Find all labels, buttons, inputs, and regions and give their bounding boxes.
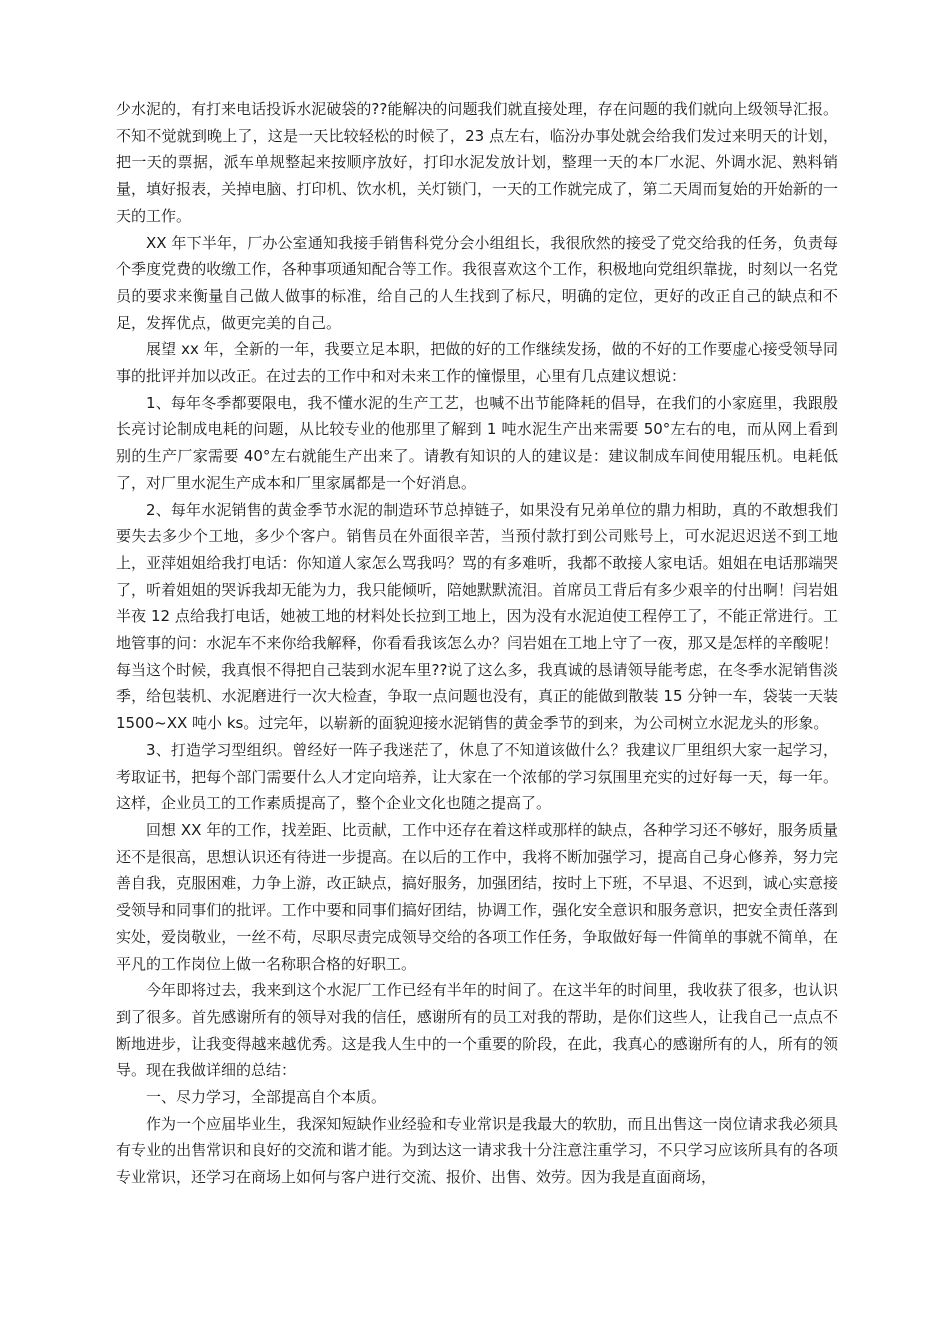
paragraph-2: XX 年下半年，厂办公室通知我接手销售科党分会小组组长，我很欣然的接受了党交给我的任务，负责每个季度党费的收缴工作，各种事项通知配合等工作。我很喜欢这个工作，积极地向党组织靠拢，时刻以一名党员的要求来衡量自己做人做事的标准，给自己的人生找到了标尺，明确的定位，更好的改正自己的缺点和不足，发挥优点，做更完美的自己。 <box>116 233 838 332</box>
document-body <box>116 96 838 1191</box>
paragraph-8: 今年即将过去，我来到这个水泥厂工作已经有半年的时间了。在这半年的时间里，我收获了很多，也认识到了很多。首先感谢所有的领导对我的信任，感谢所有的员工对我的帮助，是你们这些人，让我自己一点点不断地进步，让我变得越来越优秀。这是我人生中的一个重要的阶段，在此，我真心的感谢所有的人，所有的领导。现在我做详细的总结： <box>116 981 838 1080</box>
paragraph-6: 3、打造学习型组织。曾经好一阵子我迷茫了，休息了不知道该做什么？我建议厂里组织大家一起学习，考取证书，把每个部门需要什么人才定向培养，让大家在一个浓郁的学习氛围里充实的过好每一天，每一年。这样，企业员工的工作素质提高了，整个企业文化也随之提高了。 <box>116 740 838 813</box>
paragraph-3: 展望 xx 年，全新的一年，我要立足本职，把做的好的工作继续发扬，做的不好的工作要虚心接受领导同事的批评并加以改正。在过去的工作中和对未来工作的憧憬里，心里有几点建议想说： <box>116 340 838 386</box>
section-heading: 一、尽力学习，全部提高自个本质。 <box>146 1088 387 1107</box>
paragraph-10: 作为一个应届毕业生，我深知短缺作业经验和专业常识是我最大的软肋，而且出售这一岗位请求我必须具有专业的出售常识和良好的交流和谐才能。为到达这一请求我十分注意注重学习，不只学习应该所具有的各项专业常识，还学习在商场上如何与客户进行交流、报价、出售、效劳。因为我是直面商场， <box>116 1114 838 1187</box>
paragraph-4: 1、每年冬季都要限电，我不懂水泥的生产工艺，也喊不出节能降耗的倡导，在我们的小家庭里，我跟殷长亮讨论制成电耗的问题，从比较专业的他那里了解到 1 吨水泥生产出来需要 50°左右的电，而从网上看到别的生产厂家需要 40°左右就能生产出来了。请教有知识的人的建议是：建议制成车间使用辊压机。电耗低了，对厂里水泥生产成本和厂里家属都是一个好消息。 <box>116 393 838 492</box>
paragraph-1: 少水泥的，有打来电话投诉水泥破袋的??能解决的问题我们就直接处理，存在问题的我们就向上级领导汇报。不知不觉就到晚上了，这是一天比较轻松的时候了，23 点左右，临汾办事处就会给我们发过来明天的计划，把一天的票据，派车单规整起来按顺序放好，打印水泥发放计划，整理一天的本厂水泥、外调水泥、熟料销量，填好报表，关掉电脑、打印机、饮水机，关灯锁门，一天的工作就完成了，第二天周而复始的开始新的一天的工作。 <box>116 100 838 225</box>
paragraph-5: 2、每年水泥销售的黄金季节水泥的制造环节总掉链子，如果没有兄弟单位的鼎力相助，真的不敢想我们要失去多少个工地，多少个客户。销售员在外面很辛苦，当预付款打到公司账号上，可水泥迟迟送不到工地上，亚萍姐姐给我打电话：你知道人家怎么骂我吗？骂的有多难听，我都不敢接人家电话。姐姐在电话那端哭了，听着姐姐的哭诉我却无能为力，我只能倾听，陪她默默流泪。首席员工背后有多少艰辛的付出啊！闫岩姐半夜 12 点给我打电话，她被工地的材料处长拉到工地上，因为没有水泥迫使工程停工了，不能正常进行。工地管事的问：水泥车不来你给我解释，你看看我该怎么办？闫岩姐在工地上守了一夜，那又是怎样的辛酸呢！每当这个时候，我真恨不得把自己装到水泥车里??说了这么多，我真诚的恳请领导能考虑，在冬季水泥销售淡季，给包装机、水泥磨进行一次大检查，争取一点问题也没有，真正的能做到散装 15 分钟一车，袋装一天装 1500~XX 吨小 ks。过完年，以崭新的面貌迎接水泥销售的黄金季节的到来，为公司树立水泥龙头的形象。 <box>116 500 838 733</box>
paragraph-7: 回想 XX 年的工作，找差距、比贡献，工作中还存在着这样或那样的缺点，各种学习还不够好，服务质量还不是很高，思想认识还有待进一步提高。在以后的工作中，我将不断加强学习，提高自己身心修养，努力完善自我，克服困难，力争上游，改正缺点，搞好服务，加强团结，按时上下班，不早退、不迟到，诚心实意接受领导和同事们的批评。工作中要和同事们搞好团结，协调工作，强化安全意识和服务意识，把安全责任落到实处，爱岗敬业，一丝不苟，尽职尽责完成领导交给的各项工作任务，争取做好每一件简单的事就不简单，在平凡的工作岗位上做一名称职合格的好职工。 <box>116 820 838 973</box>
